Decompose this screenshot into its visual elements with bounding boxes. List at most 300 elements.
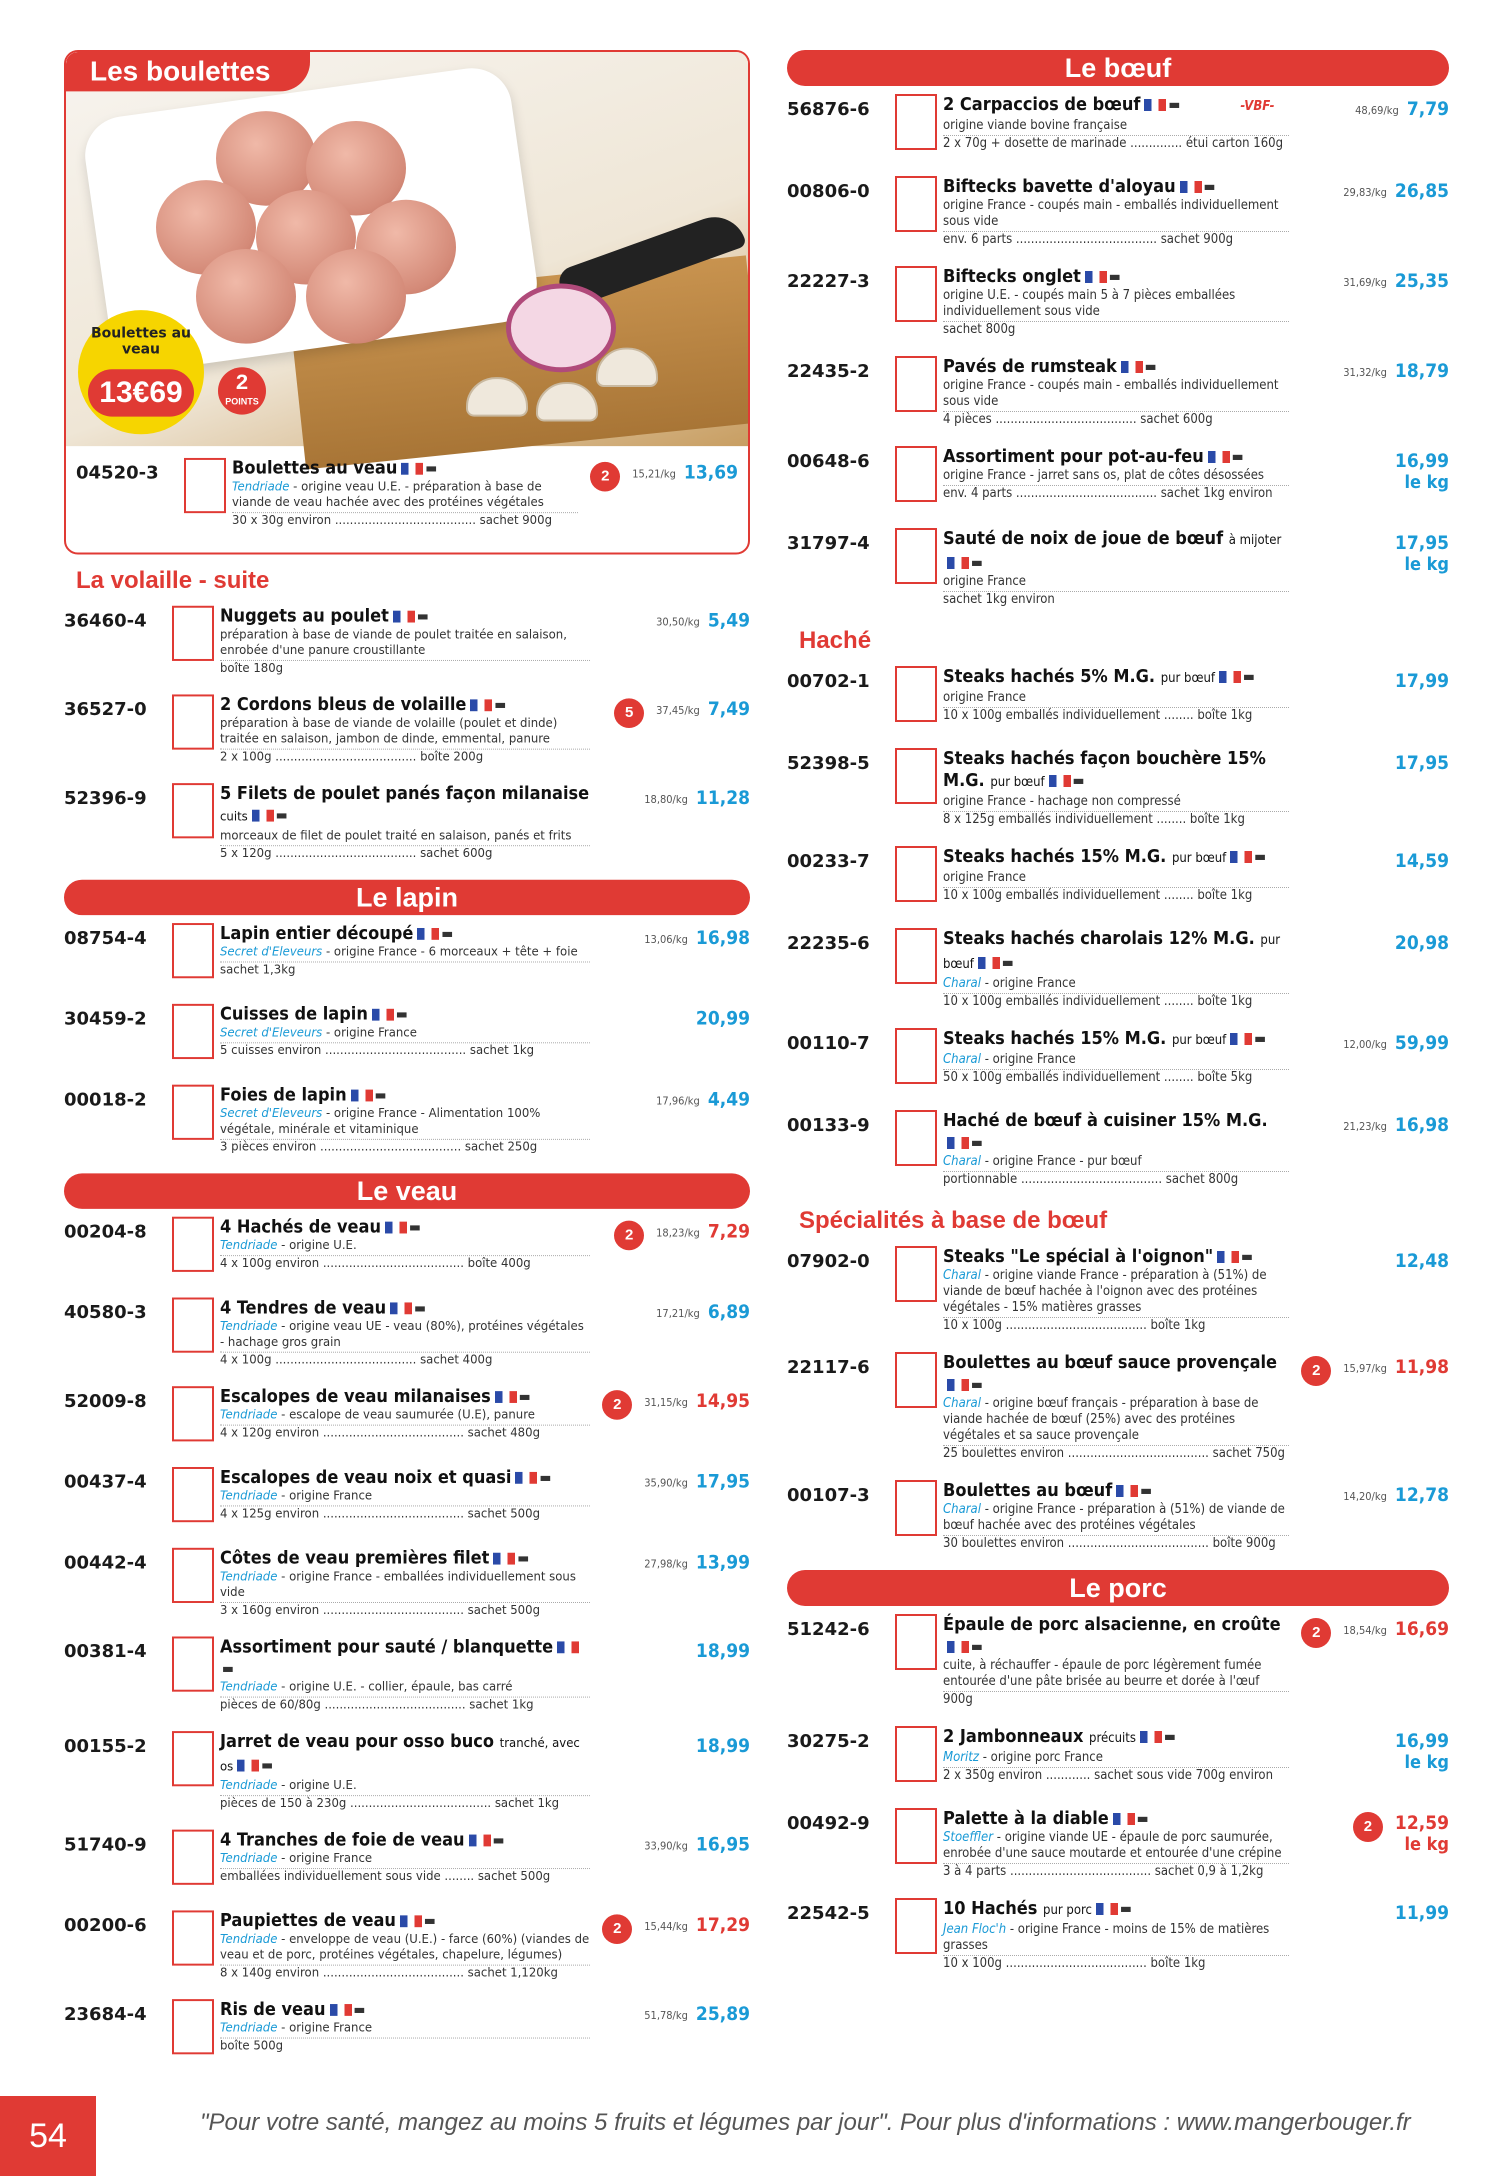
product-details bbox=[220, 1680, 590, 1696]
product-name bbox=[943, 666, 1289, 690]
price-block bbox=[1289, 666, 1449, 692]
price-block bbox=[1289, 1246, 1449, 1272]
product-name-text: Palette à la diable bbox=[943, 1808, 1109, 1829]
packaging-icon: ▬ bbox=[1231, 449, 1244, 465]
order-checkbox[interactable] bbox=[895, 176, 937, 232]
order-checkbox[interactable] bbox=[172, 1298, 214, 1353]
product-name-text: Foies de lapin bbox=[220, 1084, 347, 1106]
product-name bbox=[943, 1480, 1289, 1502]
product-name-text: Boulettes au bœuf bbox=[943, 1480, 1113, 1501]
product-details bbox=[943, 1052, 1289, 1068]
section-title-specialites: Spécialités à base de bœuf bbox=[799, 1207, 1108, 1234]
price-block bbox=[590, 1386, 750, 1420]
product-item bbox=[64, 1467, 750, 1530]
product-price-value: 18,99 bbox=[695, 1735, 750, 1757]
product-price-value: 4,49 bbox=[707, 1088, 750, 1111]
product-name bbox=[220, 1386, 590, 1408]
france-flag-icon bbox=[1230, 851, 1252, 863]
order-checkbox[interactable] bbox=[172, 1004, 214, 1059]
brand-name: Tendriade bbox=[220, 1488, 278, 1504]
order-checkbox[interactable] bbox=[895, 1726, 937, 1782]
packaging: 2 x 350g environ ............ sachet sous vide 700g environ bbox=[943, 1767, 1289, 1784]
order-checkbox[interactable] bbox=[895, 666, 937, 722]
order-checkbox[interactable] bbox=[895, 266, 937, 322]
product-name bbox=[943, 94, 1289, 118]
brand-name: Charal bbox=[943, 1396, 981, 1411]
product-details bbox=[943, 1750, 1289, 1766]
product-name-text: Sauté de noix de joue de bœuf bbox=[943, 528, 1224, 549]
product-price bbox=[708, 610, 750, 632]
product-code: 22542-5 bbox=[787, 1903, 870, 1924]
price-block bbox=[590, 1004, 750, 1030]
brand-name: Tendriade bbox=[220, 1932, 278, 1947]
product-details bbox=[220, 1408, 590, 1424]
france-flag-icon bbox=[417, 928, 439, 940]
product-name-text: Steaks hachés 15% M.G. bbox=[943, 846, 1167, 867]
product-price-value: 7,79 bbox=[1406, 98, 1449, 120]
order-checkbox[interactable] bbox=[895, 1614, 937, 1670]
product-details-text: - origine France - 6 morceaux + tête + foie bbox=[322, 944, 578, 960]
order-checkbox[interactable] bbox=[184, 458, 226, 513]
france-flag-icon bbox=[1113, 1813, 1135, 1825]
product-code: 22235-6 bbox=[787, 933, 870, 954]
product-name bbox=[943, 1808, 1289, 1830]
product-description bbox=[937, 846, 1289, 904]
product-details-text: origine France bbox=[943, 870, 1027, 885]
price-block bbox=[590, 1999, 750, 2025]
product-price-value: 13,69 bbox=[683, 461, 738, 484]
product-details-text: origine France bbox=[943, 574, 1027, 589]
points-icon: 2 bbox=[1353, 1812, 1383, 1842]
france-flag-icon bbox=[400, 1915, 422, 1927]
product-details bbox=[220, 1026, 590, 1042]
price-block bbox=[590, 1548, 750, 1574]
product-code: 22435-2 bbox=[787, 361, 870, 382]
packaging: sachet 1,3kg bbox=[220, 961, 590, 978]
product-price bbox=[708, 1301, 750, 1323]
product-description bbox=[214, 1999, 590, 2054]
packaging: sachet 800g bbox=[943, 321, 1289, 338]
order-checkbox[interactable] bbox=[172, 923, 214, 978]
price-per-kg: 31,15/kg bbox=[644, 1396, 688, 1409]
product-details bbox=[943, 1830, 1289, 1862]
product-item bbox=[787, 356, 1449, 428]
packaging-icon: ▬ bbox=[971, 555, 983, 571]
price-block bbox=[1289, 1808, 1449, 1856]
price-per-kg: 29,83/kg bbox=[1343, 186, 1387, 199]
product-description bbox=[937, 446, 1289, 502]
product-qualifier: pur bœuf bbox=[943, 933, 1281, 972]
order-checkbox[interactable] bbox=[172, 606, 214, 661]
price-per-kg: 33,90/kg bbox=[644, 1839, 688, 1853]
product-price bbox=[708, 698, 750, 720]
price-per-kg: 21,23/kg bbox=[1343, 1120, 1387, 1133]
product-description bbox=[937, 1614, 1289, 1708]
packaging-icon: ▬ bbox=[517, 1550, 530, 1567]
section-title-volaille: La volaille - suite bbox=[76, 567, 270, 594]
price-block bbox=[1289, 528, 1449, 576]
packaging: pièces de 60/80g ...................................... sachet 1kg bbox=[220, 1697, 590, 1714]
product-description bbox=[937, 528, 1289, 608]
product-item bbox=[64, 1830, 750, 1893]
product-code: 56876-6 bbox=[787, 99, 870, 120]
product-description bbox=[214, 1636, 590, 1713]
france-flag-icon bbox=[1208, 451, 1230, 463]
packaging: 10 x 100g ...................................... boîte 1kg bbox=[943, 1955, 1289, 1972]
product-price-value: 17,95 bbox=[1394, 532, 1449, 554]
price-per-kg: 14,20/kg bbox=[1343, 1490, 1387, 1503]
packaging: 2 x 70g + dosette de marinade .............. étui carton 160g bbox=[943, 135, 1289, 152]
order-checkbox[interactable] bbox=[172, 1999, 214, 2054]
product-details bbox=[220, 1319, 590, 1351]
product-item bbox=[787, 1352, 1449, 1462]
france-flag-icon bbox=[252, 810, 274, 822]
price-per-kg: 12,00/kg bbox=[1343, 1038, 1387, 1051]
product-price bbox=[696, 1735, 750, 1757]
product-name-text: Nuggets au poulet bbox=[220, 605, 389, 627]
product-details bbox=[232, 480, 578, 512]
product-description bbox=[937, 176, 1289, 248]
france-flag-icon bbox=[1219, 671, 1241, 683]
packaging-icon: ▬ bbox=[1108, 269, 1121, 285]
product-item bbox=[787, 1028, 1449, 1092]
product-price-value: 17,29 bbox=[695, 1914, 750, 1937]
product-price bbox=[1395, 1902, 1449, 1924]
product-details-text: origine France - jarret sans os, plat de côtes désossées bbox=[943, 468, 1265, 483]
france-flag-icon bbox=[495, 1391, 517, 1403]
product-name-text: Biftecks bavette d'aloyau bbox=[943, 176, 1176, 197]
product-code: 22227-3 bbox=[787, 271, 870, 292]
product-name bbox=[220, 1830, 590, 1852]
brand-name: Stoeffler bbox=[943, 1830, 994, 1845]
product-item bbox=[787, 1110, 1449, 1188]
order-checkbox[interactable] bbox=[895, 1808, 937, 1864]
order-checkbox[interactable] bbox=[895, 748, 937, 804]
order-checkbox[interactable] bbox=[895, 1480, 937, 1536]
product-details-text: - origine France bbox=[322, 1025, 417, 1041]
packaging: boîte 180g bbox=[220, 660, 590, 677]
product-item bbox=[787, 1898, 1449, 1972]
product-description bbox=[937, 1898, 1289, 1972]
product-details bbox=[943, 574, 1289, 590]
product-price-value: 25,89 bbox=[695, 2003, 750, 2025]
price-block bbox=[590, 1298, 750, 1324]
product-name bbox=[220, 923, 590, 945]
product-price bbox=[696, 1471, 750, 1493]
packaging-icon: ▬ bbox=[1241, 1249, 1254, 1265]
product-details bbox=[220, 1489, 590, 1505]
packaging-icon: ▬ bbox=[539, 1469, 552, 1486]
packaging: 8 x 140g environ ...................................... sachet 1,120kg bbox=[220, 1965, 590, 1982]
packaging: emballées individuellement sous vide ........ sachet 500g bbox=[220, 1868, 590, 1885]
order-checkbox[interactable] bbox=[895, 356, 937, 412]
price-block bbox=[1289, 1028, 1449, 1054]
product-code: 00110-7 bbox=[787, 1033, 870, 1054]
order-checkbox[interactable] bbox=[172, 1386, 214, 1441]
product-price-value: 11,28 bbox=[695, 787, 750, 809]
packaging-icon: ▬ bbox=[1144, 359, 1157, 375]
product-code: 30459-2 bbox=[64, 1008, 147, 1030]
product-description bbox=[937, 266, 1289, 338]
france-flag-icon bbox=[1144, 99, 1166, 111]
france-flag-icon bbox=[401, 463, 423, 475]
points-icon: 2 bbox=[602, 1914, 632, 1944]
product-details-text: origine France - hachage non compressé bbox=[943, 794, 1181, 809]
product-item bbox=[787, 446, 1449, 510]
order-checkbox[interactable] bbox=[895, 528, 937, 584]
france-flag-icon bbox=[390, 1302, 412, 1314]
france-flag-icon bbox=[515, 1472, 537, 1484]
product-description bbox=[214, 1548, 590, 1619]
product-name bbox=[943, 1352, 1289, 1396]
product-price-value: 16,98 bbox=[695, 927, 750, 949]
product-price bbox=[1395, 532, 1449, 576]
boulettes-photo bbox=[66, 52, 748, 446]
product-name bbox=[943, 1246, 1289, 1268]
order-checkbox[interactable] bbox=[172, 783, 214, 838]
product-name bbox=[220, 1910, 590, 1932]
product-details bbox=[220, 716, 590, 748]
france-flag-icon bbox=[393, 611, 415, 623]
order-checkbox[interactable] bbox=[895, 94, 937, 150]
order-checkbox[interactable] bbox=[172, 1548, 214, 1603]
product-description bbox=[937, 1246, 1289, 1334]
product-description bbox=[214, 1386, 590, 1441]
price-block bbox=[1289, 928, 1449, 954]
packaging: portionnable ...................................... sachet 800g bbox=[943, 1171, 1289, 1188]
product-price bbox=[1395, 1484, 1449, 1506]
price-per-kg: 17,96/kg bbox=[656, 1094, 700, 1108]
order-checkbox[interactable] bbox=[172, 694, 214, 749]
product-price-value: 14,95 bbox=[695, 1390, 750, 1412]
product-price-value: 16,99 bbox=[1394, 450, 1449, 472]
product-name-text: Steaks hachés 15% M.G. bbox=[943, 1028, 1167, 1049]
packaging: 4 pièces ...................................... sachet 600g bbox=[943, 411, 1289, 428]
product-name-text: Escalopes de veau milanaises bbox=[220, 1386, 491, 1407]
product-name-text: Haché de bœuf à cuisiner 15% M.G. bbox=[943, 1110, 1268, 1131]
product-item bbox=[64, 1731, 750, 1812]
packaging: pièces de 150 à 230g ...................................... sachet 1kg bbox=[220, 1795, 590, 1812]
product-price bbox=[696, 1914, 750, 1936]
packaging-icon: ▬ bbox=[423, 1913, 436, 1930]
product-price bbox=[1395, 850, 1449, 872]
product-item bbox=[787, 1480, 1449, 1552]
product-price bbox=[1395, 270, 1449, 292]
product-item bbox=[64, 1636, 750, 1713]
product-details bbox=[943, 794, 1289, 810]
product-code: 52398-5 bbox=[787, 753, 870, 774]
product-name-text: Steaks hachés 5% M.G. bbox=[943, 666, 1156, 687]
product-description bbox=[214, 694, 590, 765]
product-code: 00233-7 bbox=[787, 851, 870, 872]
product-code: 52396-9 bbox=[64, 788, 147, 809]
product-code: 36460-4 bbox=[64, 610, 147, 632]
price-block bbox=[1289, 1898, 1449, 1924]
product-price bbox=[708, 1089, 750, 1111]
badge-points: 2 POINTS bbox=[218, 367, 266, 414]
price-per-kg: 35,90/kg bbox=[644, 1476, 688, 1490]
order-checkbox[interactable] bbox=[895, 1246, 937, 1302]
packaging: 4 x 100g environ ...................................... boîte 400g bbox=[220, 1255, 590, 1272]
order-checkbox[interactable] bbox=[895, 1898, 937, 1954]
points-icon: 2 bbox=[590, 462, 620, 492]
brand-name: Moritz bbox=[943, 1750, 980, 1765]
product-details bbox=[943, 1922, 1289, 1954]
product-name bbox=[220, 1636, 590, 1679]
product-name-text: Ris de veau bbox=[220, 1999, 326, 2020]
brand-name: Tendriade bbox=[220, 1319, 278, 1334]
product-name bbox=[220, 1731, 590, 1778]
order-checkbox[interactable] bbox=[895, 846, 937, 902]
product-description bbox=[214, 923, 590, 978]
packaging-icon: ▬ bbox=[1242, 669, 1255, 685]
product-description bbox=[937, 1726, 1289, 1784]
product-code: 00648-6 bbox=[787, 451, 870, 472]
product-item bbox=[64, 606, 750, 677]
product-description bbox=[937, 1808, 1289, 1880]
product-price bbox=[696, 1834, 750, 1856]
product-price-value: 20,98 bbox=[1394, 932, 1449, 954]
product-price-value: 5,49 bbox=[707, 609, 750, 632]
featured-boulettes bbox=[64, 50, 750, 555]
product-item bbox=[64, 694, 750, 765]
product-price-value: 7,49 bbox=[707, 698, 750, 721]
order-checkbox[interactable] bbox=[172, 1731, 214, 1786]
packaging-icon: ▬ bbox=[1119, 1901, 1132, 1917]
order-checkbox[interactable] bbox=[895, 1028, 937, 1084]
product-price bbox=[1395, 1812, 1449, 1856]
product-code: 00018-2 bbox=[64, 1089, 147, 1111]
vbf-label: -VBF- bbox=[1240, 99, 1275, 114]
product-name-text: Assortiment pour sauté / blanquette bbox=[220, 1636, 554, 1658]
product-details bbox=[943, 1658, 1289, 1690]
product-details-text: - origine U.E. bbox=[277, 1238, 357, 1254]
order-checkbox[interactable] bbox=[172, 1217, 214, 1272]
product-name bbox=[943, 1110, 1289, 1154]
product-item bbox=[787, 176, 1449, 248]
price-block bbox=[590, 1731, 750, 1757]
product-details-text: - origine veau UE - veau (80%), protéines végétales - hachage gros grain bbox=[220, 1319, 584, 1350]
order-checkbox[interactable] bbox=[172, 1636, 214, 1691]
packaging-icon: ▬ bbox=[1203, 179, 1216, 195]
product-details-text: origine France bbox=[943, 690, 1027, 705]
product-price bbox=[1395, 1356, 1449, 1378]
product-name-text: Steaks hachés façon bouchère 15% M.G. bbox=[943, 748, 1266, 791]
section-title-boeuf: Le bœuf bbox=[787, 50, 1449, 86]
product-code: 00107-3 bbox=[787, 1485, 870, 1506]
order-checkbox[interactable] bbox=[895, 1110, 937, 1166]
points-icon: 2 bbox=[1301, 1356, 1331, 1386]
order-checkbox[interactable] bbox=[895, 446, 937, 502]
right-column bbox=[787, 50, 1449, 1990]
product-description bbox=[214, 1085, 590, 1156]
product-name-text: Lapin entier découpé bbox=[220, 923, 414, 944]
brand-name: Charal bbox=[943, 1268, 981, 1283]
product-details-text: - origine porc France bbox=[979, 1750, 1103, 1765]
product-name-text: Boulettes au bœuf sauce provençale bbox=[943, 1352, 1278, 1373]
product-details-text: - origine France bbox=[980, 976, 1076, 991]
badge-text: Boulettes au veau bbox=[90, 325, 192, 358]
product-description bbox=[937, 928, 1289, 1010]
packaging-icon: ▬ bbox=[1254, 1031, 1267, 1047]
price-block bbox=[1289, 94, 1449, 120]
product-name-text: Steaks "Le spécial à l'oignon" bbox=[943, 1246, 1214, 1267]
product-name-text: 4 Tendres de veau bbox=[220, 1297, 387, 1319]
product-name bbox=[220, 606, 590, 628]
product-price-value: 16,95 bbox=[695, 1833, 750, 1856]
price-block bbox=[1289, 1480, 1449, 1506]
product-price bbox=[696, 1008, 750, 1030]
packaging: 30 boulettes environ ...................................... boîte 900g bbox=[943, 1535, 1289, 1552]
order-checkbox[interactable] bbox=[172, 1467, 214, 1522]
product-details bbox=[220, 2021, 590, 2037]
price-block bbox=[590, 1085, 750, 1111]
section-title-hache: Haché bbox=[799, 627, 872, 654]
france-flag-icon bbox=[947, 1379, 969, 1391]
packaging: 10 x 100g emballés individuellement ........ boîte 1kg bbox=[943, 887, 1289, 904]
product-price bbox=[1395, 1730, 1449, 1774]
product-price-value: 12,48 bbox=[1394, 1250, 1449, 1272]
product-details-text: - origine viande France - préparation à (51%) de viande de bœuf hachée à l'oignon avec des protéines végétales - 15% matières grasses bbox=[943, 1268, 1267, 1315]
order-checkbox[interactable] bbox=[895, 1352, 937, 1408]
product-price bbox=[696, 787, 750, 809]
product-price bbox=[1395, 180, 1449, 202]
order-checkbox[interactable] bbox=[172, 1910, 214, 1965]
product-details bbox=[943, 1154, 1289, 1170]
product-details bbox=[943, 1268, 1289, 1316]
packaging-icon: ▬ bbox=[518, 1389, 531, 1405]
product-price-value: 26,85 bbox=[1394, 180, 1449, 202]
product-description bbox=[937, 666, 1289, 724]
packaging-icon: ▬ bbox=[261, 1757, 274, 1774]
product-description bbox=[214, 1731, 590, 1812]
packaging-icon: ▬ bbox=[1001, 955, 1014, 971]
price-per-kg: 51,78/kg bbox=[644, 2008, 688, 2022]
product-price-value: 11,99 bbox=[1394, 1902, 1449, 1924]
product-code: 08754-4 bbox=[64, 927, 147, 949]
brand-name: Charal bbox=[943, 1154, 981, 1169]
france-flag-icon bbox=[469, 1835, 491, 1847]
price-block bbox=[1289, 446, 1449, 494]
packaging-icon: ▬ bbox=[425, 460, 438, 477]
points-icon: 2 bbox=[602, 1390, 632, 1420]
price-block bbox=[1289, 266, 1449, 292]
packaging: 25 boulettes environ ...................................... sachet 750g bbox=[943, 1445, 1289, 1462]
product-description bbox=[214, 783, 590, 862]
product-description bbox=[214, 1830, 590, 1885]
packaging: 8 x 125g emballés individuellement ........ boîte 1kg bbox=[943, 811, 1289, 828]
product-name-text: Steaks hachés charolais 12% M.G. bbox=[943, 928, 1255, 949]
product-code: 00702-1 bbox=[787, 671, 870, 692]
order-checkbox[interactable] bbox=[172, 1830, 214, 1885]
product-price-value: 59,99 bbox=[1394, 1032, 1449, 1054]
order-checkbox[interactable] bbox=[895, 928, 937, 984]
product-item bbox=[787, 928, 1449, 1010]
price-block bbox=[1289, 846, 1449, 872]
product-qualifier: précuits bbox=[1089, 1731, 1136, 1746]
product-price-value: 18,79 bbox=[1394, 360, 1449, 382]
product-price-value: 16,69 bbox=[1394, 1618, 1449, 1640]
brand-name: Charal bbox=[943, 1052, 981, 1067]
price-block bbox=[590, 783, 750, 809]
product-price-value: 7,29 bbox=[707, 1220, 750, 1243]
order-checkbox[interactable] bbox=[172, 1085, 214, 1140]
product-price bbox=[696, 927, 750, 949]
points-icon: 2 bbox=[614, 1221, 644, 1251]
packaging: 4 x 120g environ ...................................... sachet 480g bbox=[220, 1425, 590, 1442]
product-details-text: - origine France bbox=[277, 1851, 373, 1867]
product-price-value: 14,59 bbox=[1394, 850, 1449, 872]
